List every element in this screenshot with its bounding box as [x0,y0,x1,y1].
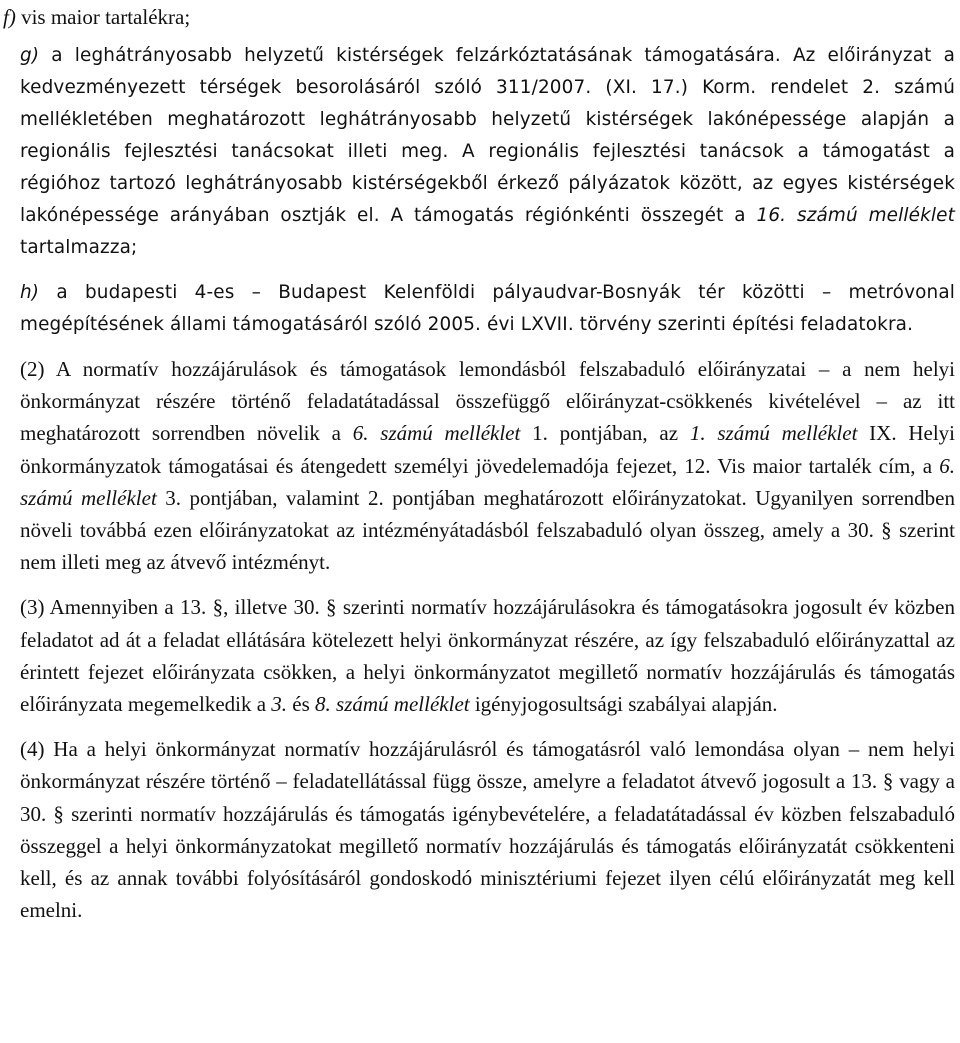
para-3-text-2: és [287,692,316,717]
item-f-label: f) [3,5,16,29]
item-h-label: h) [20,282,40,303]
para-2-ref-2: 1. számú melléklet [689,421,858,446]
para-3-ref-2: 8. számú melléklet [315,692,470,717]
item-f [3,0,955,34]
para-2-text-4: 3. pontjában, valamint 2. pontjában meghatározott előirányzatokat. Ugyanilyen sorrendben növeli továbbá ezen előirányzatokat az intézményátadásból felszabaduló olyan összeg, amely a 30. § szerint nem illeti meg az átvevő intézményt. [20,485,955,575]
item-g-text-2: tartalmazza; [20,237,138,258]
para-4-text: (4) Ha a helyi önkormányzat normatív hozzájárulásról és támogatásról való lemondása olyan – nem helyi önkormányzat részére történő – feladatellátással függ össze, amelyre a feladatot átvevő jogosult a 13. § vagy a 30. § szerinti normatív hozzájárulás és támogatás igénybevételére, a feladatátadással év közben felszabaduló összeggel a helyi önkormányzatokat megillető normatív hozzájárulás és támogatás előirányzatát csökkenteni kell, és az annak további folyósításáról gondoskodó minisztériumi fejezet ilyen célú előirányzatát meg kell emelni. [20,737,955,923]
para-3-text-3: igényjogosultsági szabályai alapján. [469,692,778,717]
para-2-ref-1: 6. számú melléklet [352,421,521,446]
para-2-text-1: (2) A normatív hozzájárulások és támogatások lemondásból felszabaduló előirányzatai – a nem helyi önkormányzat részére történő feladatátadással összefüggő előirányzat-csökkenés kivételével – az itt meghatározott sorrendben növelik a [20,357,955,446]
paragraph-3 [3,591,955,720]
item-h [3,277,955,341]
item-g-label: g) [20,45,40,66]
para-3-ref-1: 3. [271,692,288,717]
item-h-text: a budapesti 4-es – Budapest Kelenföldi pályaudvar-Bosnyák tér közötti – metróvonal megépítésének állami támogatásáról szóló 2005. évi LXVII. törvény szerinti építési feladatokra. [20,282,955,335]
para-3-text-1: (3) Amennyiben a 13. §, illetve 30. § szerinti normatív hozzájárulásokra és támogatásokra jogosult év közben feladatot ad át a feladat ellátására kötelezett helyi önkormányzat részére, az így felszabaduló előirányzattal az érintett fejezet előirányzata csökken, a helyi önkormányzatot megillető normatív hozzájárulás és támogatás előirányzata megemelkedik a [20,595,955,717]
paragraph-2 [3,353,955,578]
paragraph-4 [3,733,955,926]
item-g-text-1: a leghátrányosabb helyzetű kistérségek felzárkóztatásának támogatására. Az előirányzat a kedvezményezett térségek besorolásáról szóló 311/2007. (XI. 17.) Korm. rendelet 2. számú mellékletében meghatározott leghátrányosabb helyzetű kistérségek lakónépessége alapján a regionális fejlesztési tanácsokat illeti meg. A regionális fejlesztési tanácsok a támogatást a régióhoz tartozó leghátrányosabb kistérségekből érkező pályázatok között, az egyes kistérségek lakónépessége arányában osztják el. A támogatás régiónkénti összegét a [20,45,955,226]
para-2-text-2: 1. pontjában, az [520,421,690,446]
para-2-text-3: IX. Helyi önkormányzatok támogatásai és átengedett személyi jövedelemadója fejezet, 12. Vis maior tartalék cím, a [20,421,956,478]
para-2-ref-3: 6. számú melléklet [20,453,955,510]
item-f-text: vis maior tartalékra; [15,5,191,29]
item-g [3,40,955,264]
item-g-annex-ref: 16. számú melléklet [756,205,955,226]
